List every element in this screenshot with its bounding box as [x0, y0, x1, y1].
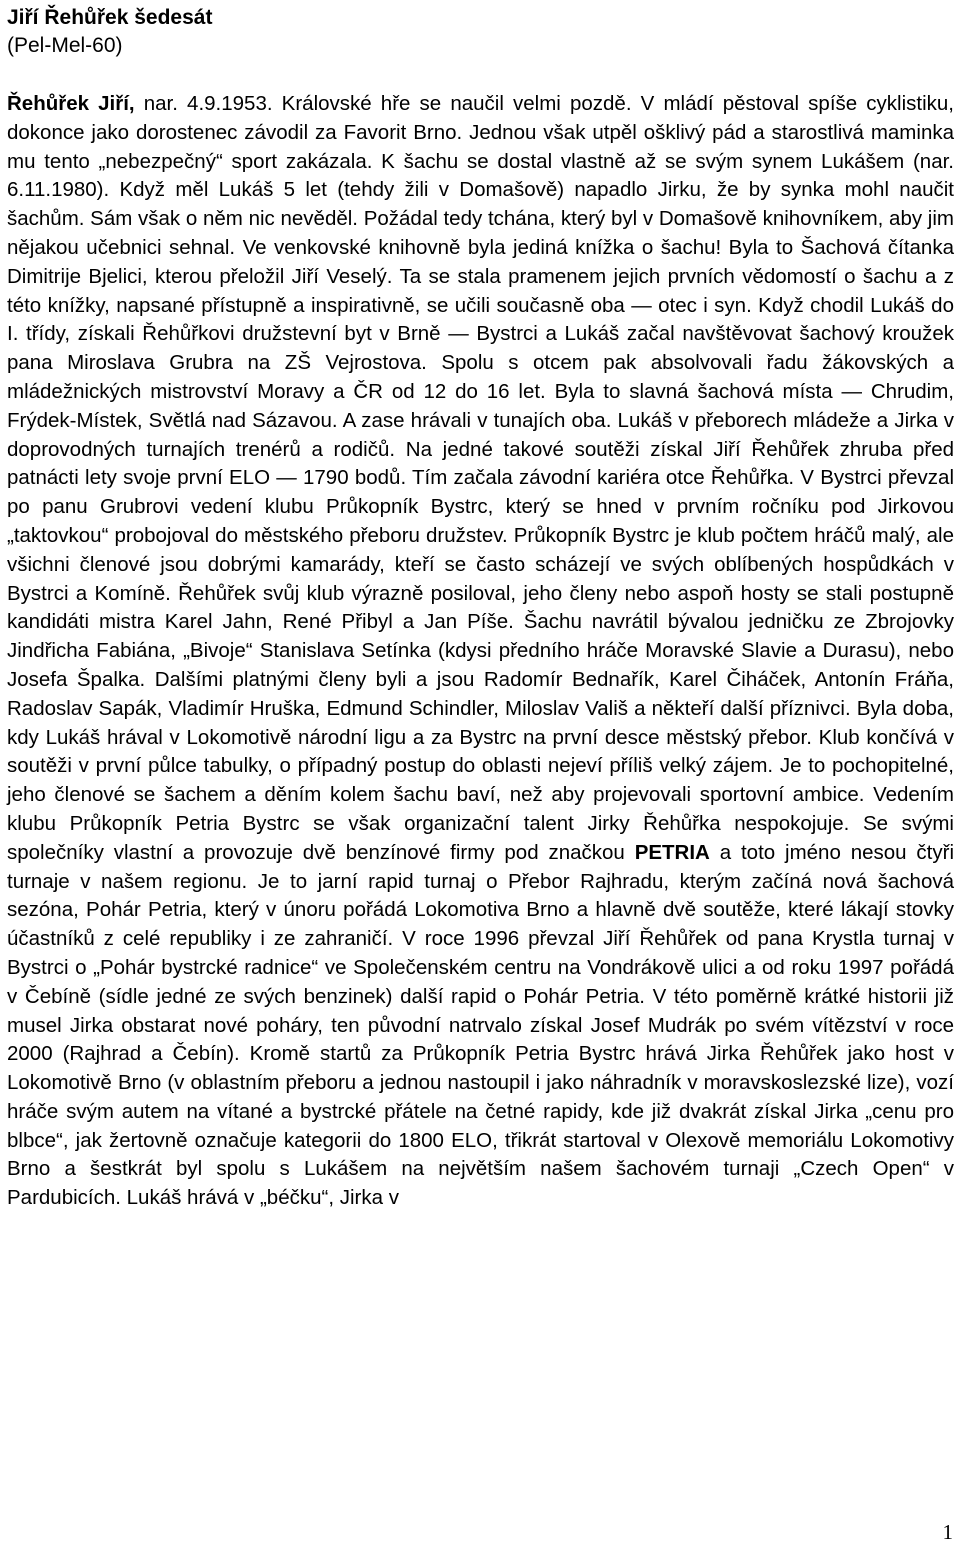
paragraph-text-intro: nar. 4.9.1953. Královské hře se naučil velmi pozdě. V mládí pěstoval spíše cyklistiku, dokonce jako dorostenec závodil za Favorit Brno. Jednou však utpěl ošklivý pád a starostlivá maminka mu tento „nebezpečný“ sport zakázala. K šachu se dostal vlastně až se svým synem Lukášem (nar. 6.11.1980). Když měl Lukáš 5 let (tehdy žili v Domašově) napadlo Jirku, že by synka mohl naučit šachům. Sám však o něm nic nevěděl. Požádal tedy tchána, který byl v Domašově knihovníkem, aby jim nějakou učebnici sehnal. Ve venkovské knihovně byla jediná knížka o šachu! Byla to Šachová čítanka Dimitrije Bjelici, kterou přeložil Jiří Veselý. Ta se stala pramenem jejich prvních vědomostí o šachu a z této knížky, napsané přístupně a inspirativně, se učili současně oba — otec i syn. Když chodil Lukáš do I. třídy, získali Řehůřkovi družstevní byt v Brně — Bystrci a Lukáš začal navštěvovat šachový kroužek pana Miroslava Grubra na ZŠ Vejrostova. Spolu s otcem pak absolvovali řadu žákovských a mládežnických mistrovství Moravy a ČR od 12 do 16 let. Byla to slavná šachová místa — Chrudim, Frýdek-Místek, Světlá nad Sázavou. A zase hrávali v tunajích oba. Lukáš v přeborech mládeže a Jirka v doprovodných turnajích trenérů a rodičů. Na jedné takové soutěži získal Jiří Řehůřek zhruba před patnácti lety svoje první ELO — 1790 bodů. Tím začala závodní kariéra otce Řehůřka. V Bystrci převzal po panu Grubrovi vedení klubu Průkopník Bystrc, který se hned v prvním ročníku pod Jirkovou „taktovkou“ probojoval do městského přeboru družstev. Průkopník Bystrc je klub počtem hráčů malý, ale všichni členové jsou dobrými kamarády, kteří se často scházejí ve svých oblíbených hospůdkách v Bystrci a Komíně. Řehůřek svůj klub výrazně posiloval, jeho členy nebo aspoň hosty se stali postupně kandidáti mistra Karel Jahn, René Přibyl a Jan Píše. Šachu navrátil bývalou jedničku ze Zbrojovky Jindřicha Fabiána, „Bivoje“ Stanislava Setínka (kdysi předního hráče Moravské Slavie a Durasu), nebo Josefa Špalka. Dalšími platnými členy byli a jsou Radomír Bednařík, Karel Čiháček, Antonín Fráňa, Radoslav Sapák, Vladimír Hruška, Edmund Schindler, Miloslav Vališ a někteří další příznivci. Byla doba, kdy Lukáš hrával v Lokomotivě národní ligu a za Bystrc na první desce městský přebor. Klub končívá v soutěži v první půlce tabulky, o případný postup do oblasti nejeví příliš velký zájem. Je to pochopitelné, jeho členové se šachem a děním kolem šachu baví, než aby projevovali sportovní ambice. Vedením klubu Průkopník Petria Bystrc se však organizační talent Jirky Řehůřka nespokojuje. Se svými společníky vlastní a provozuje dvě benzínové firmy pod značkou	[7, 92, 954, 864]
person-name: Řehůřek Jiří,	[7, 92, 135, 115]
document-subtitle: (Pel-Mel-60)	[7, 34, 123, 57]
brand-name: PETRIA	[634, 840, 710, 864]
paragraph-text-rest: a toto jméno nesou čtyři turnaje v našem regionu. Je to jarní rapid turnaj o Přebor Rajhradu, kterým začíná nová šachová sezóna, Pohár Petria, který v únoru pořádá Lokomotiva Brno a hlavně dvě soutěže, které lákají stovky účastníků z celé republiky i ze zahraničí. V roce 1996 převzal Jiří Řehůřek od pana Krystla turnaj v Bystrci o „Pohár bystrcké radnice“ ve Společenském centru na Vondrákově ulici a od roku 1997 pořádá v Čebíně (sídle jedné ze svých benzinek) další rapid o Pohár Petria. V této poměrně krátké historii již musel Jirka obstarat nové poháry, ten původní natrvalo získal Josef Mudrák po svém vítězství v roce 2000 (Rajhrad a Čebín). Kromě startů za Průkopník Petria Bystrc hrává Jirka Řehůřek jako host v Lokomotivě Brno (v oblastním přeboru a jednou nastoupil i jako náhradník v moravskoslezské lize), vozí hráče svým autem na vítané a bystrcké přátele na četné rapidy, kde již dvakrát získal Jirka „cenu pro blbce“, jak žertovně označuje kategorii do 1800 ELO, třikrát startoval v Olexově memoriálu Lokomotivy Brno a šestkrát byl spolu s Lukášem na největším našem šachovém turnaji „Czech Open“ v Pardubicích. Lukáš hrává v „béčku“, Jirka v	[7, 840, 954, 1210]
article-paragraph	[7, 90, 954, 1213]
page-number: 1	[942, 1520, 953, 1544]
document-title: Jiří Řehůřek šedesát	[7, 6, 213, 29]
